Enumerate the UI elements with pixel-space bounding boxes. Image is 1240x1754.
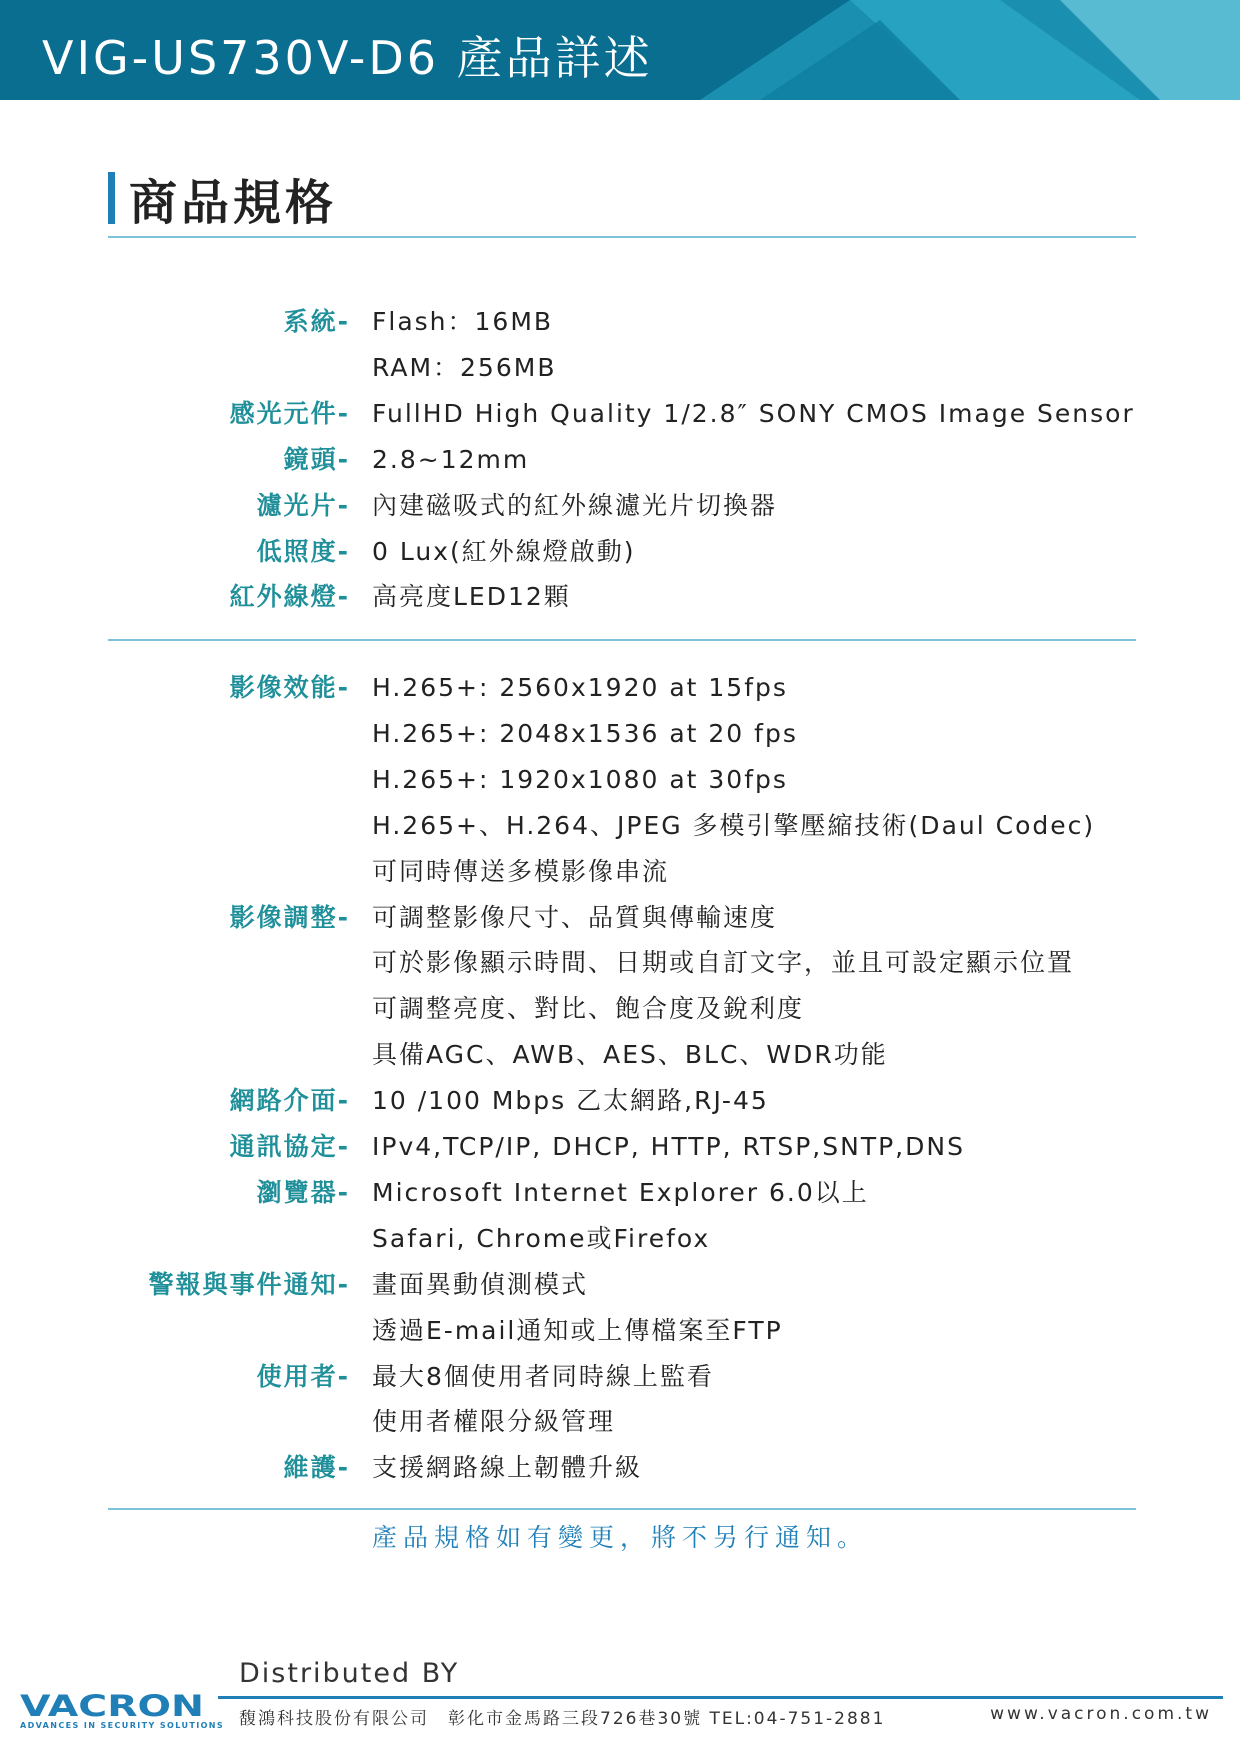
spec-row (0, 1446, 1240, 1490)
spec-row (0, 438, 1240, 482)
header-title: VIG-US730V-D6 產品詳述 (42, 31, 653, 85)
spec-value: 可同時傳送多模影像串流 (372, 856, 670, 886)
spec-value: 0 Lux(紅外線燈啟動) (372, 536, 636, 566)
spec-value: 可調整亮度、對比、飽合度及銳利度 (372, 994, 805, 1024)
logo-tagline: ADVANCES IN SECURITY SOLUTIONS (20, 1721, 225, 1730)
spec-value: H.265+: 2048x1536 at 20 fps (372, 718, 798, 748)
spec-value: 畫面異動偵測模式 (372, 1269, 589, 1299)
spec-value: RAM：256MB (372, 352, 557, 382)
spec-label: 影像調整- (229, 902, 350, 932)
spec-label: 通訊協定- (229, 1132, 350, 1161)
spec-row (0, 530, 1240, 574)
svg-text:VACRON: VACRON (20, 1692, 204, 1720)
spec-row (0, 1079, 1240, 1123)
spec-row (0, 1355, 1240, 1437)
spec-row (0, 300, 1240, 382)
spec-value: 可調整影像尺寸、品質與傳輸速度 (372, 902, 778, 932)
vacron-logo (20, 1692, 206, 1720)
distributed-by: Distributed BY (239, 1658, 460, 1689)
spec-value: H.265+、H.264、JPEG 多模引擎壓縮技術(Daul Codec) (372, 810, 1096, 840)
spec-value: 高亮度LED12顆 (372, 582, 571, 612)
spec-label: 感光元件- (229, 398, 350, 428)
spec-value: 使用者權限分級管理 (372, 1407, 616, 1437)
section-title: 商品規格 (129, 174, 338, 231)
spec-value: Flash：16MB (372, 307, 554, 336)
spec-value: IPv4,TCP/IP, DHCP, HTTP, RTSP,SNTP,DNS (372, 1132, 965, 1161)
spec-label: 鏡頭- (283, 444, 350, 474)
spec-value: 10 /100 Mbps 乙太網路,RJ-45 (372, 1086, 769, 1116)
spec-row (0, 666, 1240, 886)
divider-middle (108, 639, 1136, 641)
spec-label: 紅外線燈- (229, 582, 350, 612)
spec-row (0, 1171, 1240, 1253)
spec-label: 使用者- (256, 1361, 350, 1391)
spec-label: 網路介面- (229, 1086, 350, 1116)
spec-row (0, 392, 1240, 436)
spec-row (0, 896, 1240, 1070)
spec-value: 2.8~12mm (372, 444, 530, 474)
section-heading (108, 170, 338, 231)
spec-value: 透過E-mail通知或上傳檔案至FTP (372, 1315, 783, 1345)
spec-value: 可於影像顯示時間、日期或自訂文字，並且可設定顯示位置 (372, 948, 1075, 978)
section-accent-bar (108, 172, 115, 224)
spec-value: Safari, Chrome或Firefox (372, 1223, 711, 1253)
spec-label: 低照度- (256, 536, 350, 566)
spec-label: 警報與事件通知- (148, 1269, 350, 1299)
spec-value: 內建磁吸式的紅外線濾光片切換器 (372, 490, 778, 520)
spec-value: H.265+: 1920x1080 at 30fps (372, 764, 788, 794)
company-info: 馥鴻科技股份有限公司 彰化市金馬路三段726巷30號 TEL:04-751-2881 (239, 1709, 886, 1729)
spec-row (0, 484, 1240, 528)
divider-bottom (108, 1508, 1136, 1510)
spec-label: 維護- (283, 1453, 350, 1483)
spec-row (0, 575, 1240, 619)
change-notice: 產品規格如有變更，將不另行通知。 (371, 1523, 868, 1552)
spec-label: 濾光片- (256, 490, 350, 520)
spec-label: 影像效能- (229, 673, 350, 702)
spec-label: 瀏覽器- (256, 1177, 350, 1207)
spec-value: 最大8個使用者同時線上監看 (372, 1361, 714, 1391)
spec-value: FullHD High Quality 1/2.8″ SONY CMOS Image Sensor (372, 398, 1135, 428)
spec-label: 系統- (283, 307, 350, 336)
page-header (0, 0, 1240, 100)
spec-value: Microsoft Internet Explorer 6.0以上 (372, 1177, 869, 1207)
spec-value: H.265+: 2560x1920 at 15fps (372, 673, 788, 702)
spec-value: 支援網路線上韌體升級 (372, 1453, 643, 1483)
footer-line (218, 1696, 1223, 1699)
divider-top (108, 236, 1136, 238)
company-website: www.vacron.com.tw (990, 1704, 1212, 1724)
spec-value: 具備AGC、AWB、AES、BLC、WDR功能 (372, 1040, 888, 1070)
spec-row (0, 1125, 1240, 1169)
spec-row (0, 1263, 1240, 1345)
